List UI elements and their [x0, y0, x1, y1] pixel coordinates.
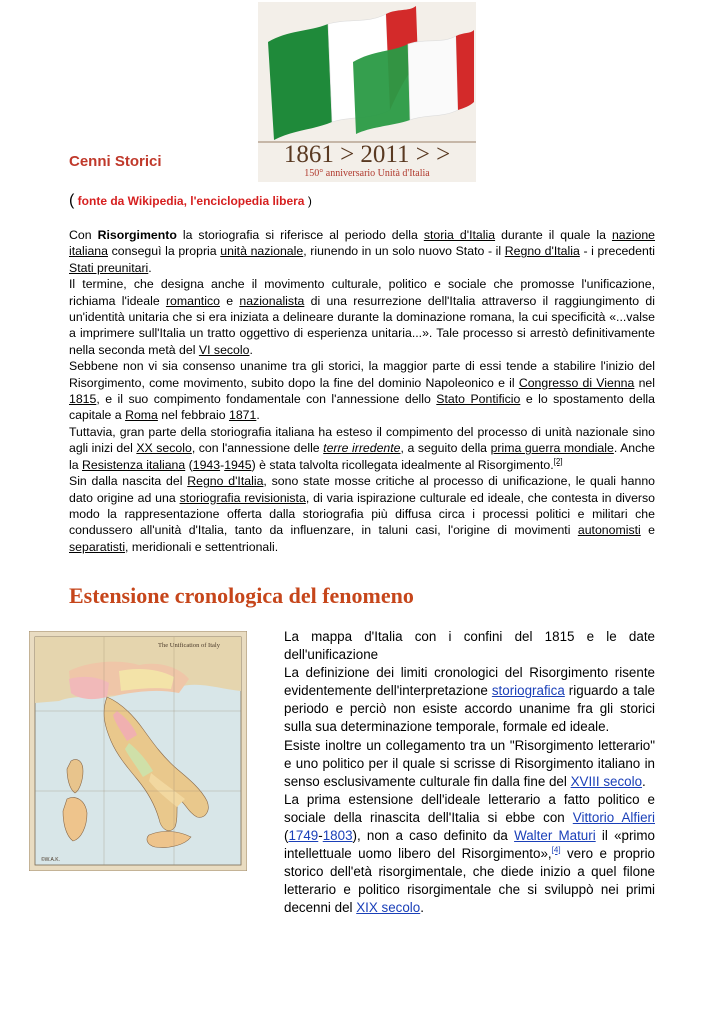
- link-1943[interactable]: 1943: [192, 457, 221, 472]
- link-romantico[interactable]: romantico: [165, 293, 220, 308]
- link-separatisti[interactable]: separatisti: [69, 539, 126, 554]
- link-resistenza-italiana[interactable]: Resistenza italiana: [82, 457, 186, 472]
- body-text: [69, 227, 655, 555]
- section-title: Cenni Storici: [69, 153, 162, 170]
- link-storiografica[interactable]: storiografica: [491, 683, 565, 699]
- link-unita-nazionale[interactable]: unità nazionale: [220, 244, 304, 259]
- link-xviii-secolo[interactable]: XVIII secolo: [570, 773, 643, 789]
- link-nazionalista[interactable]: nazionalista: [239, 293, 305, 308]
- paragraph-2: Il termine, che designa anche il movimento culturale, politico e sociale che promosse l'unificazione, richiama l'ideale romantico e nazionalista di una resurrezione dell'Italia attraverso il raggiungimento di un'identità unitaria che si era iniziata a delineare durante la dominazione romana, la cui specificità «...valse a imprimere sull'Italia un tratto oggettivo di esperienza unitaria...». Tale processo si arrestò definitivamente nella seconda metà del VI secolo.: [69, 277, 655, 357]
- link-1945[interactable]: 1945: [224, 457, 252, 472]
- right-column-text: [284, 628, 655, 918]
- logo-subtitle: 150° anniversario Unità d'Italia: [304, 168, 430, 179]
- link-vittorio-alfieri[interactable]: Vittorio Alfieri: [572, 809, 655, 825]
- source-line: [69, 192, 312, 210]
- source-open: (: [69, 192, 75, 209]
- anniversary-logo: [258, 2, 476, 182]
- footnote-4[interactable]: [4]: [551, 845, 561, 855]
- source-close: ): [307, 194, 312, 208]
- link-prima-guerra-mondiale[interactable]: prima guerra mondiale: [490, 441, 614, 456]
- link-1815[interactable]: 1815: [69, 392, 97, 407]
- link-autonomisti[interactable]: autonomisti: [577, 523, 641, 538]
- link-nazione-italiana[interactable]: nazione italiana: [69, 228, 656, 259]
- paragraph-3: Sebbene non vi sia consenso unanime tra gli storici, la maggior parte di essi tende a stabilire l'inizio del Risorgimento, come movimento, subito dopo la fine del dominio Napoleonico e il Congresso di Vienna nel 1815, e il suo compimento fondamentale con l'annessione dello Stato Pontificio e lo spostamento della capitale a Roma nel febbraio 1871.: [69, 359, 655, 423]
- source-link[interactable]: fonte da Wikipedia, l'enciclopedia libera: [77, 194, 305, 208]
- link-xix-secolo[interactable]: XIX secolo: [356, 900, 421, 916]
- link-storiografia-revisionista[interactable]: storiografia revisionista: [179, 490, 306, 505]
- link-congresso-di-vienna[interactable]: Congresso di Vienna: [518, 375, 635, 390]
- map-credit: ©W.A.K.: [41, 857, 60, 863]
- section-heading-estensione: Estensione cronologica del fenomeno: [69, 583, 414, 608]
- link-roma[interactable]: Roma: [125, 408, 158, 423]
- link-xx-secolo[interactable]: XX secolo: [136, 441, 192, 456]
- link-terre-irredente[interactable]: terre irredente: [323, 441, 401, 456]
- paragraph-8: La prima estensione dell'ideale letterario a fatto politico e sociale della rinascita dell'Italia si ebbe con Vittorio Alfieri (1749-1803), non a caso definito da Walter Maturi il «primo intellettuale uomo libero del Risorgimento»,[4] vero e proprio storico dell'età risorgimentale, che diede inizio a quel filone letterario e politico risorgimentale che si sviluppò nei primi decenni del XIX secolo.: [284, 791, 656, 916]
- link-storia-ditalia[interactable]: storia d'Italia: [423, 228, 496, 242]
- link-walter-maturi[interactable]: Walter Maturi: [514, 828, 596, 844]
- link-vi-secolo[interactable]: VI secolo: [198, 342, 250, 357]
- paragraph-7: Esiste inoltre un collegamento tra un "Risorgimento letterario" e uno politico per il quale si scrisse di Risorgimento italiano in senso esclusivamente culturale fin dalla fine del XVIII secolo.: [284, 737, 655, 789]
- link-1803[interactable]: 1803: [322, 828, 353, 844]
- paragraph-4: Tuttavia, gran parte della storiografia italiana ha esteso il compimento del processo di unità nazionale sino agli inizi del XX secolo, con l'annessione delle terre irredente, a seguito della prima guerra mondiale. Anche la Resistenza italiana (1943-1945) è stata talvolta ricollegata idealmente al Risorgimento.[2]: [69, 424, 655, 472]
- footnote-2[interactable]: [2]: [553, 456, 563, 466]
- paragraph-5: Sin dalla nascita del Regno d'Italia, sono state mosse critiche al processo di unificazione, le quali hanno dato origine ad una storiografia revisionista, di varia ispirazione culturale ed ideale, che contesta in diverso modo la rappresentazione offerta dalla storiografia più diffusa circa i processi politici e militari che condussero all'unità d'Italia, tanto da influenzare, in taluni casi, l'origine di movimenti autonomisti e separatisti, meridionali e settentrionali.: [69, 474, 655, 554]
- link-regno-ditalia[interactable]: Regno d'Italia: [504, 244, 580, 259]
- link-regno-ditalia-2[interactable]: Regno d'Italia: [187, 474, 264, 489]
- link-1749[interactable]: 1749: [288, 828, 319, 844]
- paragraph-1: Con Risorgimento la storiografia si riferisce al periodo della storia d'Italia durante il quale la nazione italiana conseguì la propria unità nazionale, riunendo in un solo nuovo Stato - il Regno d'Italia - i precedenti Stati preunitari.: [69, 228, 656, 275]
- logo-years: 1861 > 2011 > >: [283, 141, 451, 168]
- link-stato-pontificio[interactable]: Stato Pontificio: [436, 392, 521, 407]
- unification-map: [29, 631, 247, 871]
- map-title: The Unification of Italy: [158, 642, 220, 649]
- link-stati-preunitari[interactable]: Stati preunitari: [69, 260, 149, 275]
- paragraph-6: La definizione dei limiti cronologici del Risorgimento risente evidentemente dell'interpretazione storiografica riguardo a tale periodo e perciò non esiste accordo unanime fra gli storici sulla sua determinazione temporale, formale ed ideale.: [284, 665, 655, 735]
- map-caption: La mappa d'Italia con i confini del 1815 e le date dell'unificazione: [284, 629, 655, 663]
- link-1871[interactable]: 1871: [228, 408, 257, 423]
